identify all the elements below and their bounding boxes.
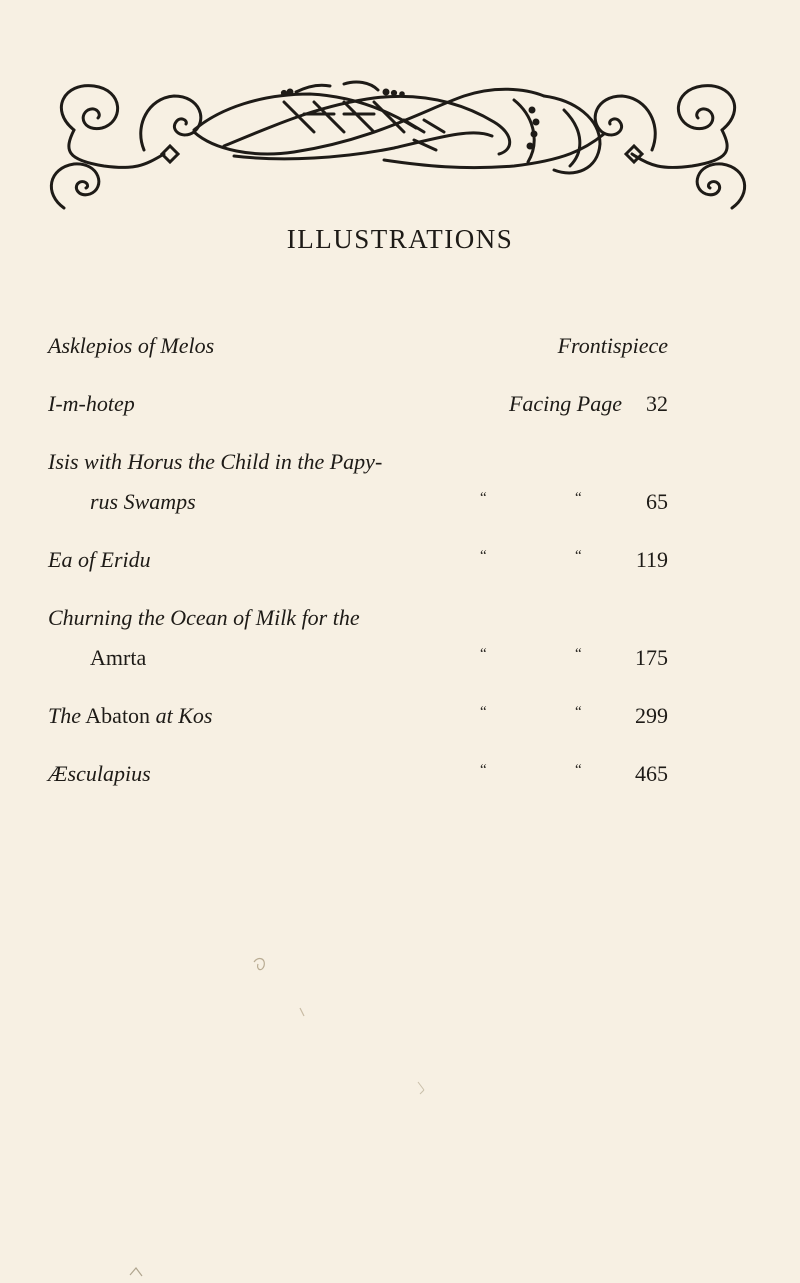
page-title: ILLUSTRATIONS — [286, 224, 514, 254]
illustration-caption: Frontispiece — [557, 333, 668, 358]
page-number: 65 — [646, 489, 668, 514]
page-number: 299 — [635, 703, 668, 728]
page-number: 119 — [635, 547, 668, 572]
ditto-mark: “ — [480, 548, 487, 564]
ditto-mark: “ — [575, 490, 582, 506]
ditto-mark: “ — [575, 548, 582, 564]
illustration-caption: Facing Page — [508, 391, 622, 416]
illustration-title: Isis with Horus the Child in the Papy- — [48, 449, 383, 474]
ditto-mark: “ — [480, 646, 487, 662]
ditto-mark: “ — [480, 704, 487, 720]
illustration-title: The Abaton at Kos — [48, 703, 213, 728]
page-number: 465 — [635, 761, 668, 786]
illustration-title: Æsculapius — [48, 761, 151, 786]
ditto-mark: “ — [575, 704, 582, 720]
ditto-mark: “ — [480, 490, 487, 506]
illustration-title: Ea of Eridu — [48, 547, 151, 572]
page-number: 175 — [635, 645, 668, 670]
ditto-mark: “ — [480, 762, 487, 778]
illustration-title: Churning the Ocean of Milk for the — [48, 605, 360, 630]
ditto-mark: “ — [575, 646, 582, 662]
illustration-title: Asklepios of Melos — [48, 333, 215, 358]
illustration-title-continued: Amrta — [90, 645, 147, 670]
illustration-title: I-m-hotep — [48, 391, 135, 416]
illustration-title-continued: rus Swamps — [90, 489, 196, 514]
ditto-mark: “ — [575, 762, 582, 778]
page-number: 32 — [646, 391, 668, 416]
